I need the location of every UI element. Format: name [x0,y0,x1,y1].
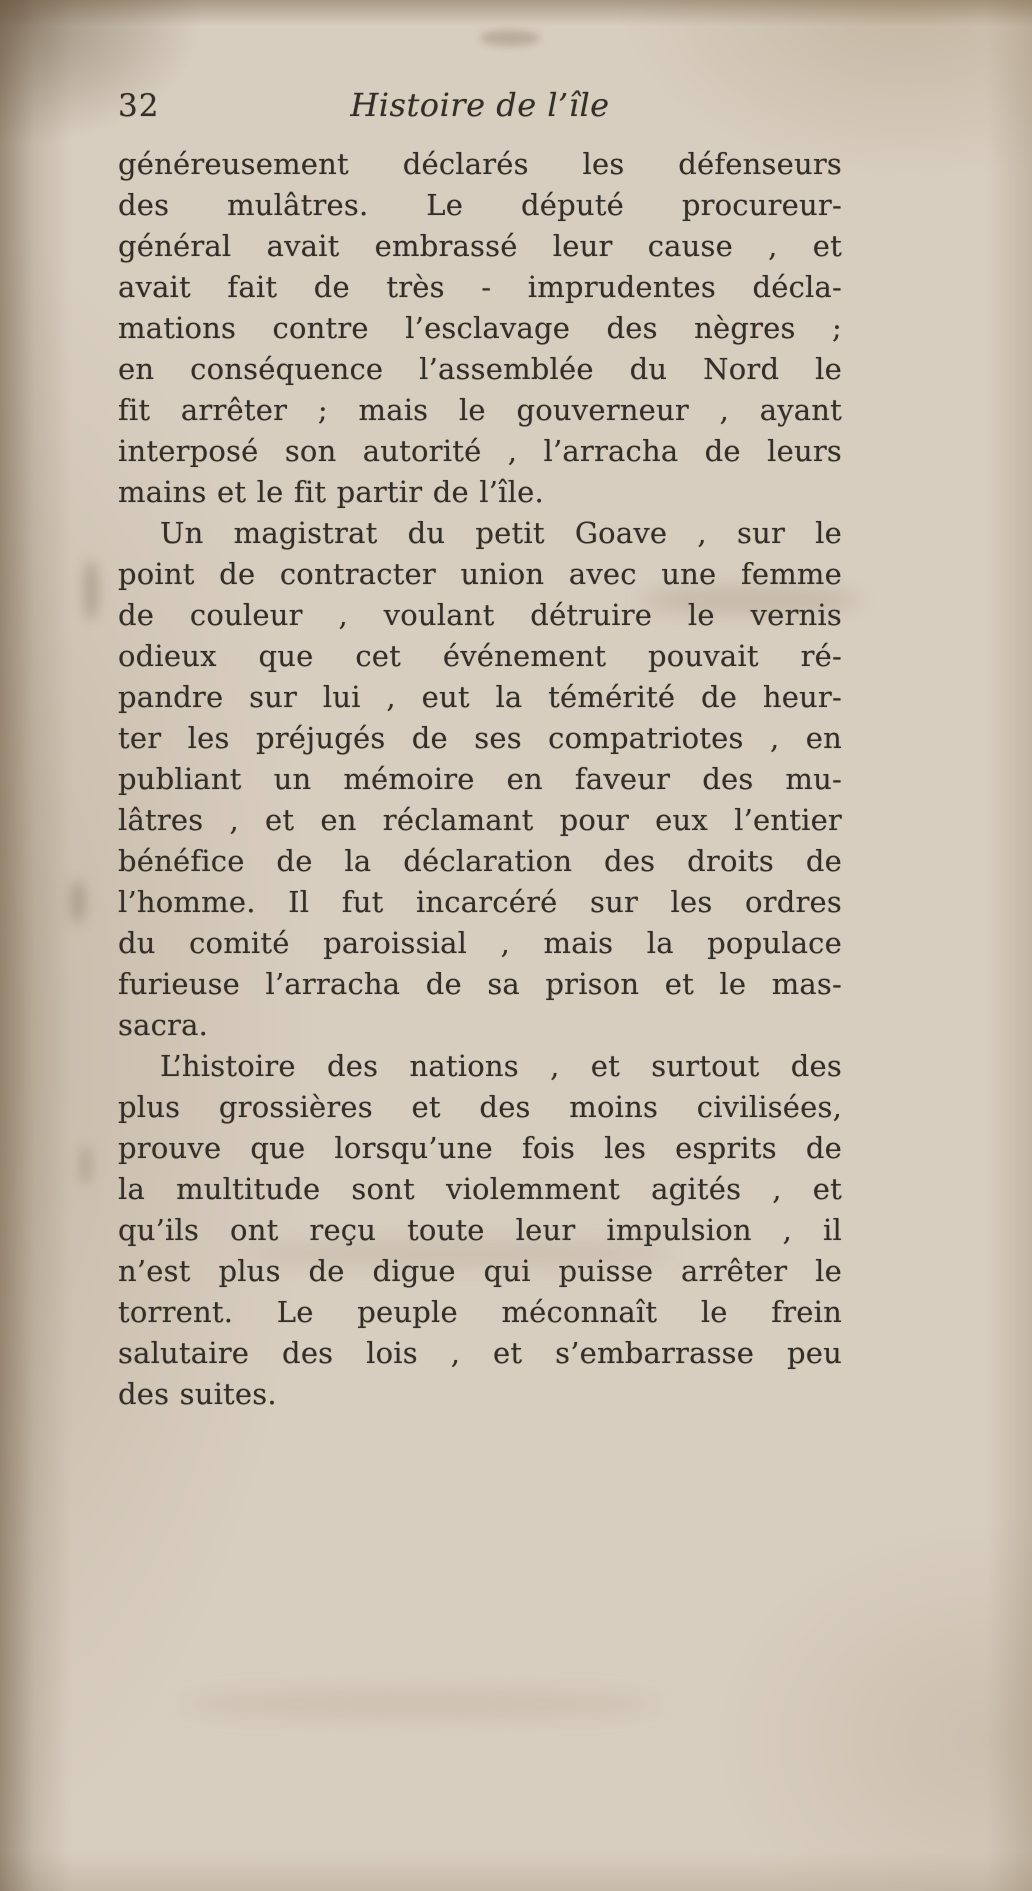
text-line: publiant un mémoire en faveur des mu- [118,762,842,796]
text-line: Un magistrat du petit Goave , sur le [160,516,842,550]
text-line: qu’ils ont reçu toute leur impulsion , il [118,1213,842,1247]
text-line: généreusement déclarés les défenseurs [118,147,842,181]
text-line: des mulâtres. Le député procureur- [118,188,842,222]
text-line: sacra. [118,1008,208,1042]
text-line: torrent. Le peuple méconnaît le frein [118,1295,842,1329]
text-line: pandre sur lui , eut la témérité de heur- [118,680,842,714]
text-line: odieux que cet événement pouvait ré- [118,639,842,673]
text-line: prouve que lorsqu’une fois les esprits de [118,1131,842,1165]
paragraph-2 [118,513,842,1046]
text-line: mains et le fit partir de l’île. [118,475,544,509]
text-line: de couleur , voulant détruire le vernis [118,598,842,632]
text-line: fit arrêter ; mais le gouverneur , ayant [118,393,842,427]
text-line: n’est plus de digue qui puisse arrêter le [118,1254,842,1288]
text-line: la multitude sont violemment agités , et [118,1172,842,1206]
page-header [118,86,842,132]
text-line: point de contracter union avec une femme [118,557,842,591]
text-line: bénéfice de la déclaration des droits de [118,844,842,878]
text-line: l’homme. Il fut incarcéré sur les ordres [118,885,842,919]
text-line: L’histoire des nations , et surtout des [160,1049,842,1083]
text-line: général avait embrassé leur cause , et [118,229,842,263]
text-line: furieuse l’arracha de sa prison et le mas- [118,967,842,1001]
text-block [118,144,842,1415]
running-title: Histoire de l’île [350,86,610,124]
text-line: en conséquence l’assemblée du Nord le [118,352,842,386]
text-line: du comité paroissial , mais la populace [118,926,842,960]
text-line: mations contre l’esclavage des nègres ; [118,311,842,345]
text-line: plus grossières et des moins civilisées, [118,1090,842,1124]
text-line: interposé son autorité , l’arracha de leurs [118,434,842,468]
text-line: ter les préjugés de ses compatriotes , en [118,721,842,755]
text-line: lâtres , et en réclamant pour eux l’entier [118,803,842,837]
text-line: salutaire des lois , et s’embarrasse peu [118,1336,842,1370]
paragraph-1 [118,144,842,513]
text-line: avait fait de très - imprudentes décla- [118,270,842,304]
paragraph-3 [118,1046,842,1415]
text-line: des suites. [118,1377,277,1411]
page-number: 32 [118,88,160,124]
